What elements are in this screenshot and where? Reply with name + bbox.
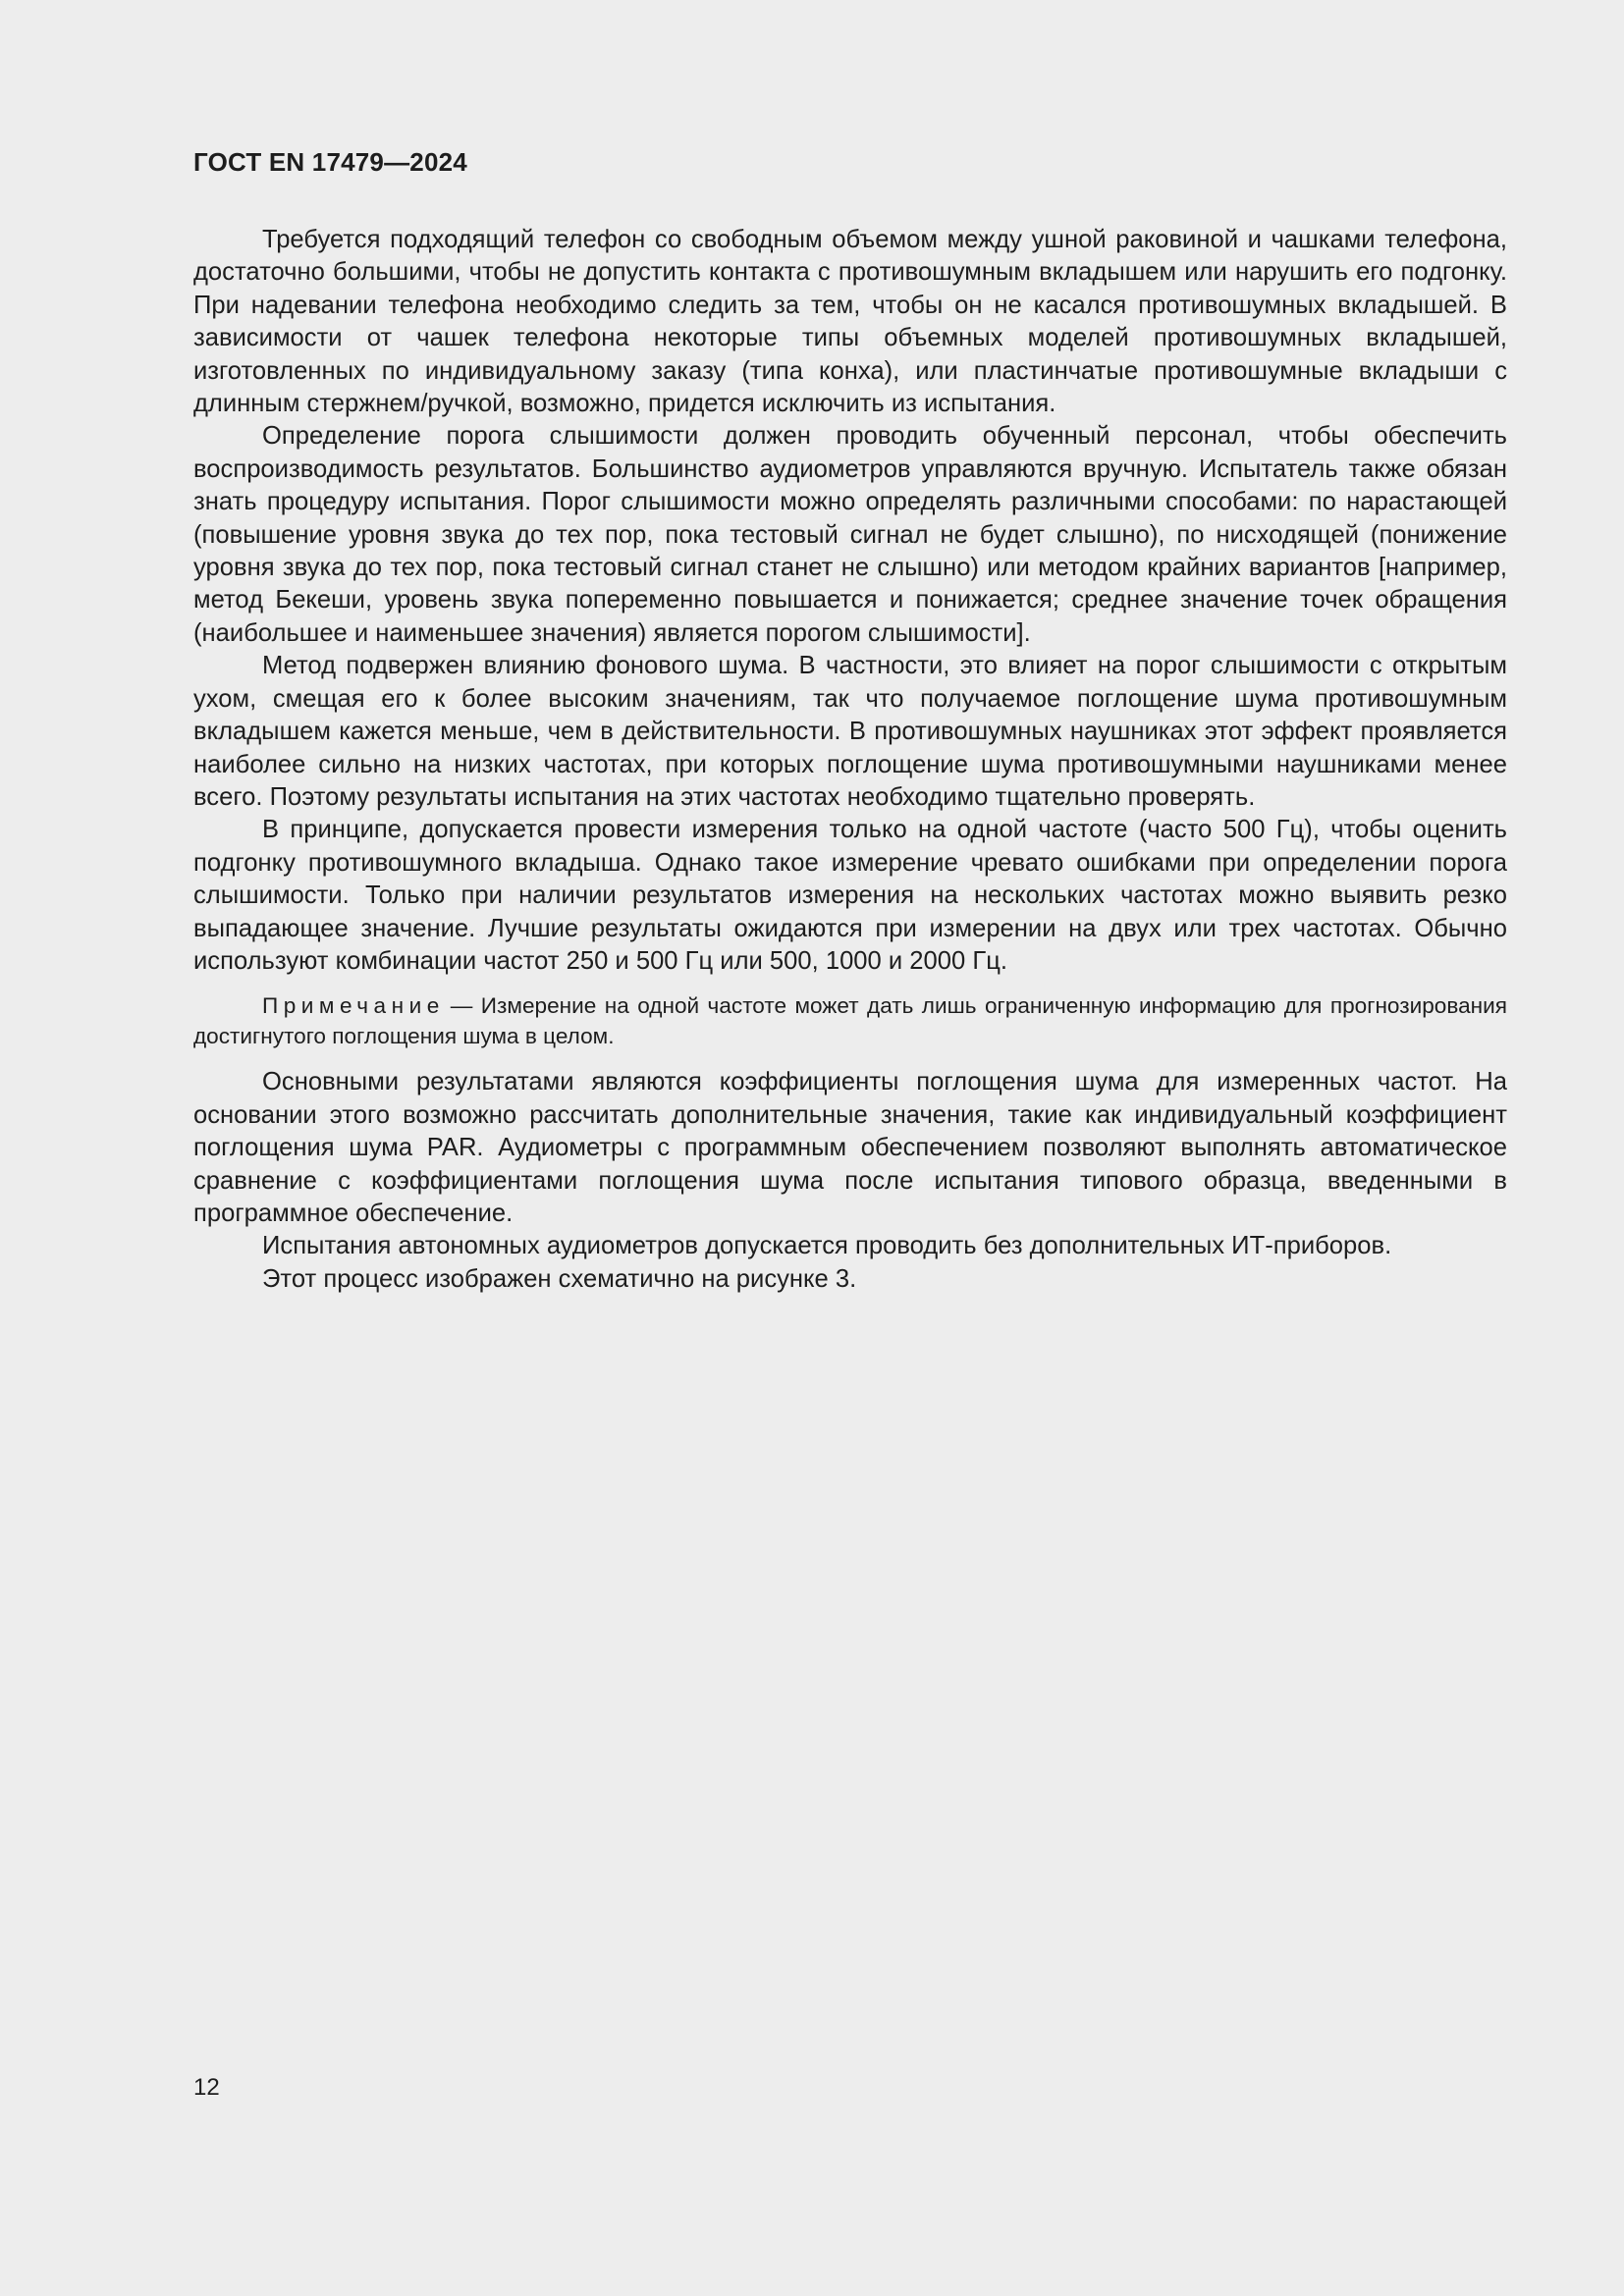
paragraph-headphone-requirement: Требуется подходящий телефон со свободным объемом между ушной раковиной и чашками телефона, достаточно большими, чтобы не допустить контакта с противошумным вкладышем или нарушить его подгонку. При надевании телефона необходимо следить за тем, чтобы он не касался противошумных вкладышей. В зависимости от чашек телефона некоторые типы объемных моделей противошумных вкладышей, изготовленных по индивидуальному заказу (типа конха), или пластинчатые противошумные вкладыши с длинным стержнем/ручкой, возможно, придется исключить из испытания. <box>193 226 1507 418</box>
paragraph-main-results: Основными результатами являются коэффициенты поглощения шума для измеренных частот. На основании этого возможно рассчитать дополнительные значения, такие как индивидуальный коэффициент поглощения шума PAR. Аудиометры с программным обеспечением позволяют выполнять автоматическое сравнение с коэффициентами поглощения шума после испытания типового образца, введенными в программное обеспечение. <box>193 1068 1507 1227</box>
note <box>193 990 1507 1051</box>
note-text: — Измерение на одной частоте может дать лишь ограниченную информацию для прогнозирования достигнутого поглощения шума в целом. <box>193 993 1507 1049</box>
note-label: Примечание <box>262 993 445 1019</box>
paragraph-figure-reference: Этот процесс изображен схематично на рисунке 3. <box>262 1264 857 1293</box>
paragraph-single-frequency: В принципе, допускается провести измерения только на одной частоте (часто 500 Гц), чтобы оценить подгонку противошумного вкладыша. Однако такое измерение чревато ошибками при определении порога слышимости. Только при наличии результатов измерения на нескольких частотах можно выявить резко выпадающее значение. Лучшие результаты ожидаются при измерении на двух или трех частотах. Обычно используют комбинации частот 250 и 500 Гц или 500, 1000 и 2000 Гц. <box>193 816 1507 975</box>
page-number: 12 <box>193 2074 220 2101</box>
paragraph-threshold-determination: Определение порога слышимости должен проводить обученный персонал, чтобы обеспечить воспроизводимость результатов. Большинство аудиометров управляются вручную. Испытатель также обязан знать процедуру испытания. Порог слышимости можно определять различными способами: по нарастающей (повышение уровня звука до тех пор, пока тестовый сигнал не будет слышно), по нисходящей (понижение уровня звука до тех пор, пока тестовый сигнал станет не слышно) или методом крайних вариантов [например, метод Бекеши, уровень звука попеременно повышается и понижается; среднее значение точек обращения (наибольшее и наименьшее значения) является порогом слышимости]. <box>193 422 1507 647</box>
document-header: ГОСТ EN 17479—2024 <box>193 147 467 177</box>
document-body <box>193 224 1507 1296</box>
paragraph-standalone-audiometers: Испытания автономных аудиометров допускается проводить без дополнительных ИТ-приборов. <box>262 1232 1392 1260</box>
paragraph-background-noise: Метод подвержен влиянию фонового шума. В частности, это влияет на порог слышимости с открытым ухом, смещая его к более высоким значениям, так что получаемое поглощение шума противошумным вкладышем кажется меньше, чем в действительности. В противошумных наушниках этот эффект проявляется наиболее сильно на низких частотах, при которых поглощение шума противошумными наушниками менее всего. Поэтому результаты испытания на этих частотах необходимо тщательно проверять. <box>193 652 1507 811</box>
